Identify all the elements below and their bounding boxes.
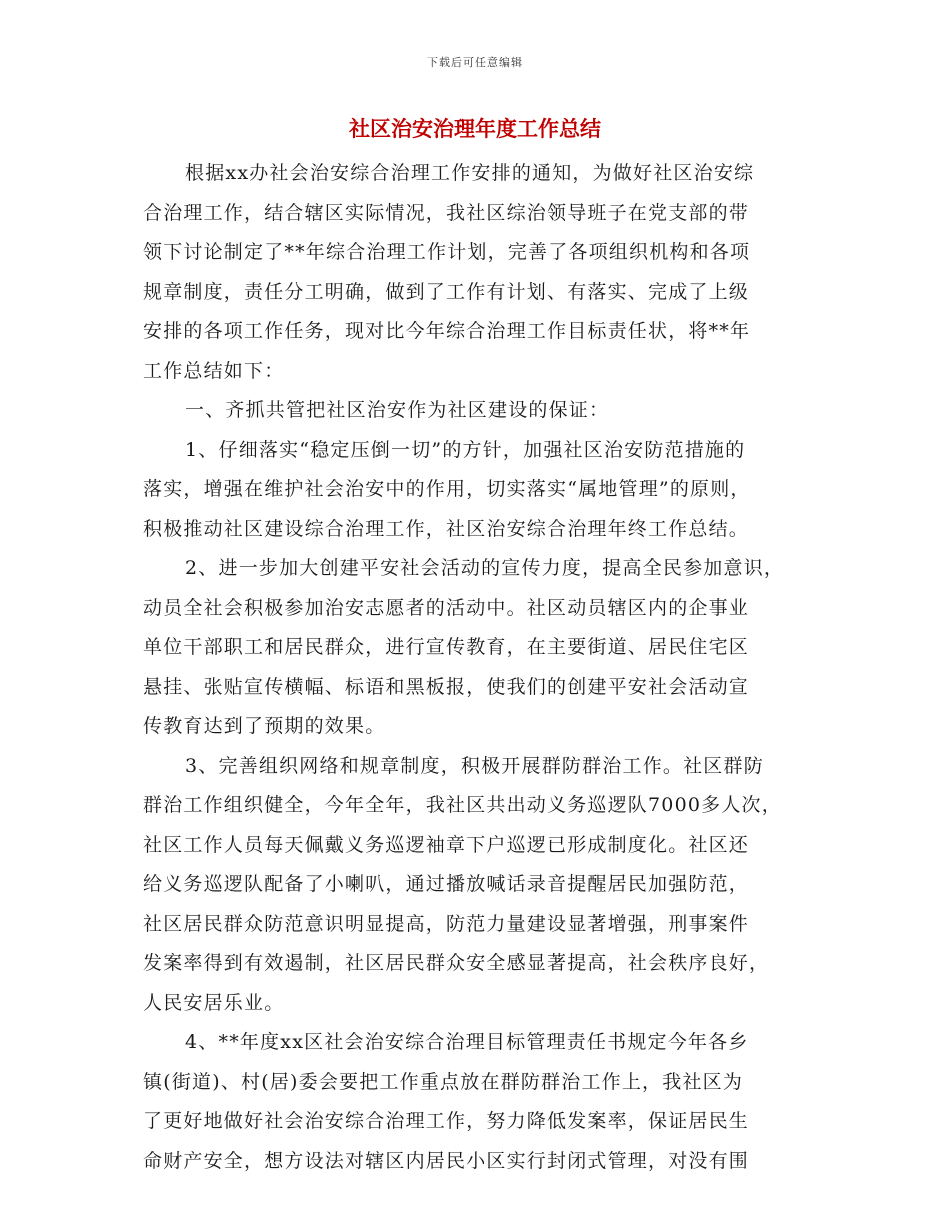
- text-line: 人民安居乐业。: [143, 991, 285, 1014]
- text-line: 社区工作人员每天佩戴义务巡逻袖章下户巡逻已形成制度化。社区还: [143, 833, 750, 856]
- text-line: 悬挂、张贴宣传横幅、标语和黑板报，使我们的创建平安社会活动宣: [143, 675, 750, 698]
- text-line: 动员全社会积极参加治安志愿者的活动中。社区动员辖区内的企事业: [143, 596, 750, 619]
- text-line: 单位干部职工和居民群众，进行宣传教育，在主要街道、居民住宅区: [143, 636, 750, 658]
- text-line: 镇(街道)、村(居)委会要把工作重点放在群防群治工作上，我社区为: [143, 1070, 744, 1093]
- document-body: [143, 154, 823, 1181]
- paragraph-item-2: [143, 549, 823, 747]
- paragraph-item-4: [143, 1023, 823, 1181]
- text-line: 命财产安全，想方设法对辖区内居民小区实行封闭式管理，对没有围: [143, 1149, 750, 1172]
- paragraph-item-3: [143, 747, 823, 1024]
- text-line: 发案率得到有效遏制，社区居民群众安全感显著提高，社会秩序良好，: [143, 952, 770, 974]
- text-line: 群治工作组织健全，今年全年，我社区共出动义务巡逻队7000多人次，: [143, 794, 782, 816]
- text-line: 2、进一步加大创建平安社会活动的宣传力度，提高全民参加意识，: [185, 557, 785, 579]
- text-line: 根据xx办社会治安综合治理工作安排的通知，为做好社区治安综: [185, 162, 755, 184]
- section-heading-1: [143, 391, 823, 431]
- text-line: 安排的各项工作任务，现对比今年综合治理工作目标责任状，将**年: [143, 320, 751, 342]
- text-line: 社区居民群众防范意识明显提高，防范力量建设显著增强，刑事案件: [143, 912, 750, 935]
- text-line: 传教育达到了预期的效果。: [143, 715, 386, 737]
- text-line: 一、齐抓共管把社区治安作为社区建设的保证：: [185, 399, 610, 421]
- text-line: 1、仔细落实“稳定压倒一切”的方针，加强社区治安防范措施的: [185, 438, 746, 461]
- paragraph-intro: [143, 154, 823, 391]
- text-line: 合治理工作，结合辖区实际情况，我社区综治领导班子在党支部的带: [143, 201, 750, 224]
- text-line: 工作总结如下：: [143, 359, 285, 382]
- text-line: 给义务巡逻队配备了小喇叭，通过播放喊话录音提醒居民加强防范，: [143, 873, 750, 895]
- header-note: 下载后可任意编辑: [427, 56, 523, 69]
- document-title: 社区治安治理年度工作总结: [349, 117, 601, 141]
- text-line: 4、**年度xx区社会治安综合治理目标管理责任书规定今年各乡: [185, 1031, 749, 1053]
- text-line: 领下讨论制定了**年综合治理工作计划，完善了各项组织机构和各项: [143, 241, 751, 263]
- text-line: 积极推动社区建设综合治理工作，社区治安综合治理年终工作总结。: [143, 517, 750, 540]
- text-line: 了更好地做好社会治安综合治理工作，努力降低发案率，保证居民生: [143, 1110, 750, 1132]
- text-line: 规章制度，责任分工明确，做到了工作有计划、有落实、完成了上级: [143, 280, 750, 303]
- paragraph-item-1: [143, 431, 823, 550]
- text-line: 3、完善组织网络和规章制度，积极开展群防群治工作。社区群防: [185, 754, 764, 777]
- text-line: 落实，增强在维护社会治安中的作用，切实落实“属地管理”的原则，: [143, 478, 751, 500]
